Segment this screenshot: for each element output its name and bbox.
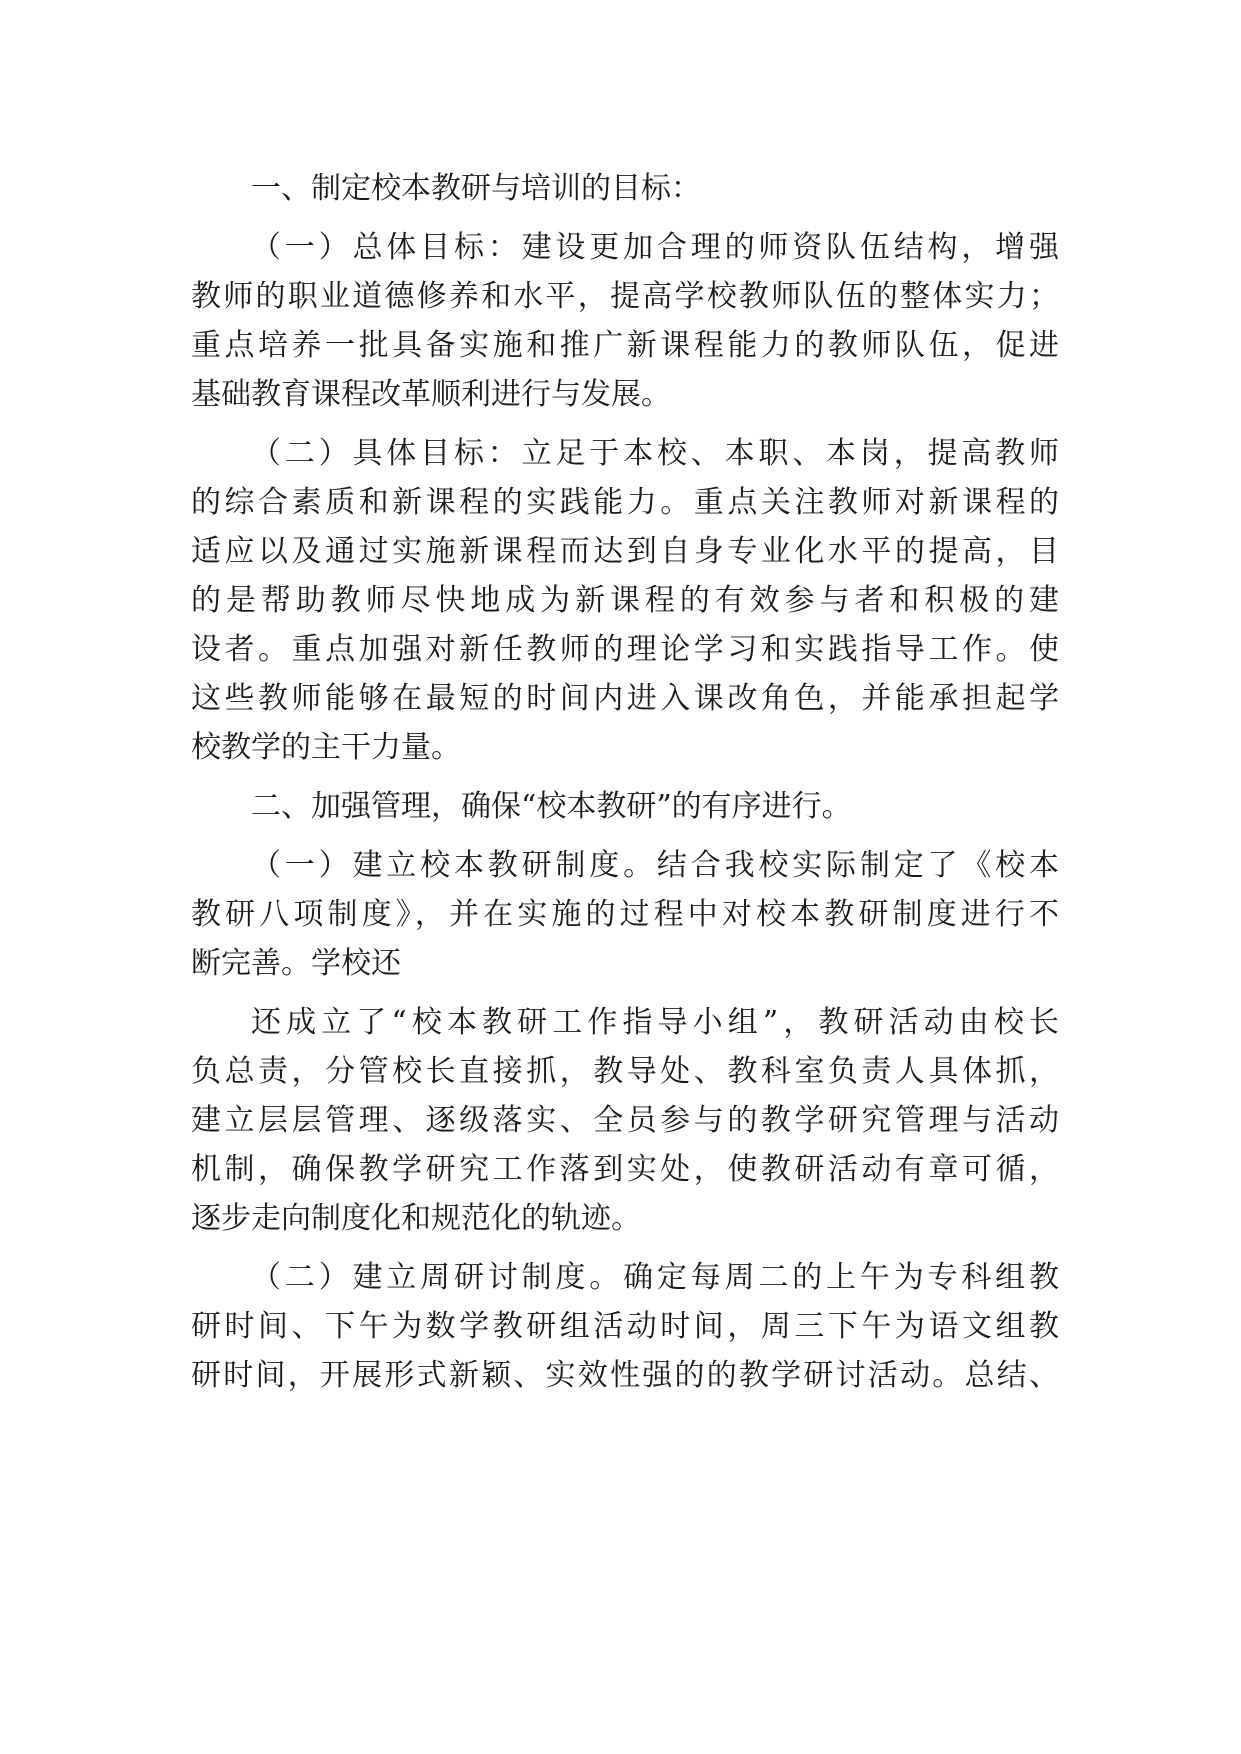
paragraph-line: （二）建立周研讨制度。确定每周二的上午为专科组教 [251, 1260, 1059, 1295]
paragraph-line: （一）总体目标：建设更加合理的师资队伍结构，增强 [251, 230, 1059, 265]
section-heading-1: 一、制定校本教研与培训的目标： [251, 171, 701, 206]
paragraph-line: 还成立了“校本教研工作指导小组”，教研活动由校长 [251, 1005, 1059, 1040]
paragraph-line: 的是帮助教师尽快地成为新课程的有效参与者和积极的建 [191, 583, 1059, 618]
paragraph-line: 重点培养一批具备实施和推广新课程能力的教师队伍，促进 [191, 328, 1059, 363]
section-heading-2: 二、加强管理，确保“校本教研”的有序进行。 [251, 789, 852, 824]
paragraph-line: 负总责，分管校长直接抓，教导处、教科室负责人具体抓， [191, 1054, 1059, 1089]
paragraph-line: （一）建立校本教研制度。结合我校实际制定了《校本 [251, 848, 1059, 883]
paragraph-line: 教师的职业道德修养和水平，提高学校教师队伍的整体实力； [191, 279, 1059, 314]
paragraph-line: （二）具体目标：立足于本校、本职、本岗，提高教师 [251, 436, 1059, 471]
paragraph-line: 校教学的主干力量。 [191, 730, 461, 765]
paragraph-line: 研时间，开展形式新颖、实效性强的的教学研讨活动。总结、 [191, 1358, 1059, 1393]
paragraph-line: 基础教育课程改革顺利进行与发展。 [191, 377, 671, 412]
paragraph-line: 断完善。学校还 [191, 946, 401, 981]
paragraph-line: 教研八项制度》，并在实施的过程中对校本教研制度进行不 [191, 897, 1059, 932]
paragraph-line: 机制，确保教学研究工作落到实处，使教研活动有章可循， [191, 1152, 1059, 1187]
paragraph-line: 研时间、下午为数学教研组活动时间，周三下午为语文组教 [191, 1309, 1059, 1344]
paragraph-line: 建立层层管理、逐级落实、全员参与的教学研究管理与活动 [191, 1103, 1059, 1138]
paragraph-line: 的综合素质和新课程的实践能力。重点关注教师对新课程的 [191, 485, 1059, 520]
paragraph-line: 逐步走向制度化和规范化的轨迹。 [191, 1201, 641, 1236]
document-body [191, 164, 1059, 1400]
paragraph-line: 这些教师能够在最短的时间内进入课改角色，并能承担起学 [191, 681, 1059, 716]
paragraph-line: 适应以及通过实施新课程而达到自身专业化水平的提高，目 [191, 534, 1059, 569]
paragraph-line: 设者。重点加强对新任教师的理论学习和实践指导工作。使 [191, 632, 1059, 667]
